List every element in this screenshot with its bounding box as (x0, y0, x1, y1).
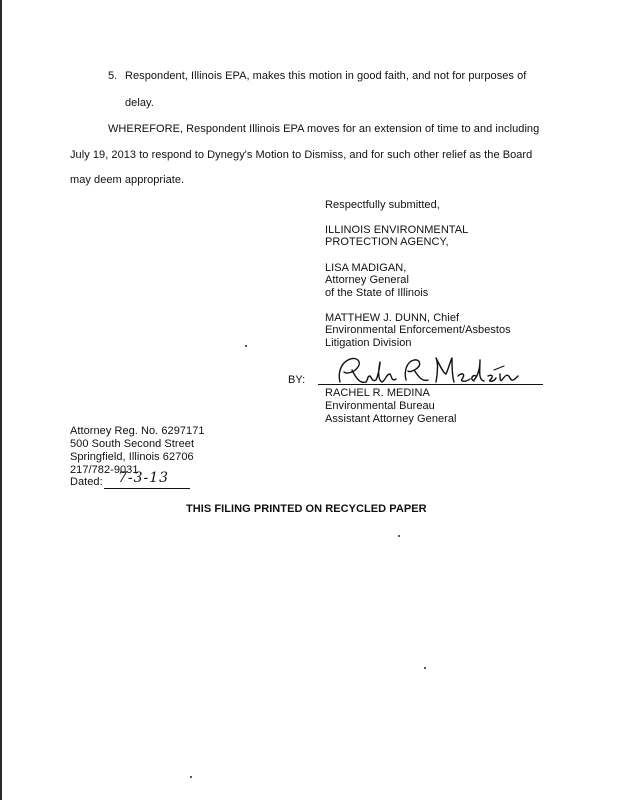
attorney-reg-no: Attorney Reg. No. 6297171 (70, 425, 205, 437)
attorney-general-title: Attorney General (325, 274, 409, 286)
by-label: BY: (288, 374, 306, 386)
attorney-street: 500 South Second Street (70, 438, 195, 450)
dated-line (104, 488, 190, 489)
signer-bureau: Environmental Bureau (325, 400, 435, 412)
scan-speck (424, 667, 426, 669)
signer-title: Assistant Attorney General (325, 413, 457, 425)
dated-label: Dated: (70, 476, 103, 488)
chief-division-line-1: Environmental Enforcement/Asbestos (325, 324, 511, 336)
wherefore-line-2: July 19, 2013 to respond to Dynegy's Motion to Dismiss, and for such other relief as the Board (70, 149, 533, 161)
wherefore-line-3: may deem appropriate. (70, 174, 185, 186)
paragraph-number: 5. (108, 70, 118, 82)
attorney-phone: 217/782-9031 (70, 464, 139, 476)
agency-name-line-1: ILLINOIS ENVIRONMENTAL (325, 224, 469, 236)
handwritten-date: 7-3-13 (118, 470, 170, 486)
scan-speck (190, 776, 192, 778)
scan-edge (0, 0, 2, 800)
closing-text: Respectfully submitted, (325, 199, 440, 211)
attorney-general-name: LISA MADIGAN, (325, 262, 407, 274)
attorney-city: Springfield, Illinois 62706 (70, 451, 194, 463)
scan-speck (398, 535, 400, 537)
handwritten-signature (334, 352, 519, 392)
recycled-paper-notice: THIS FILING PRINTED ON RECYCLED PAPER (186, 503, 427, 515)
chief-division-line-2: Litigation Division (325, 337, 412, 349)
attorney-general-state: of the State of Illinois (325, 287, 429, 299)
paragraph-5-line-1: Respondent, Illinois EPA, makes this motion in good faith, and not for purposes of (125, 70, 527, 82)
signature-line (318, 384, 543, 385)
wherefore-line-1: WHEREFORE, Respondent Illinois EPA moves for an extension of time to and including (108, 123, 540, 135)
agency-name-line-2: PROTECTION AGENCY, (325, 236, 449, 248)
paragraph-5-line-2: delay. (125, 97, 154, 109)
signer-name: RACHEL R. MEDINA (325, 387, 430, 399)
scan-speck (245, 345, 247, 347)
chief-name: MATTHEW J. DUNN, Chief (325, 312, 460, 324)
